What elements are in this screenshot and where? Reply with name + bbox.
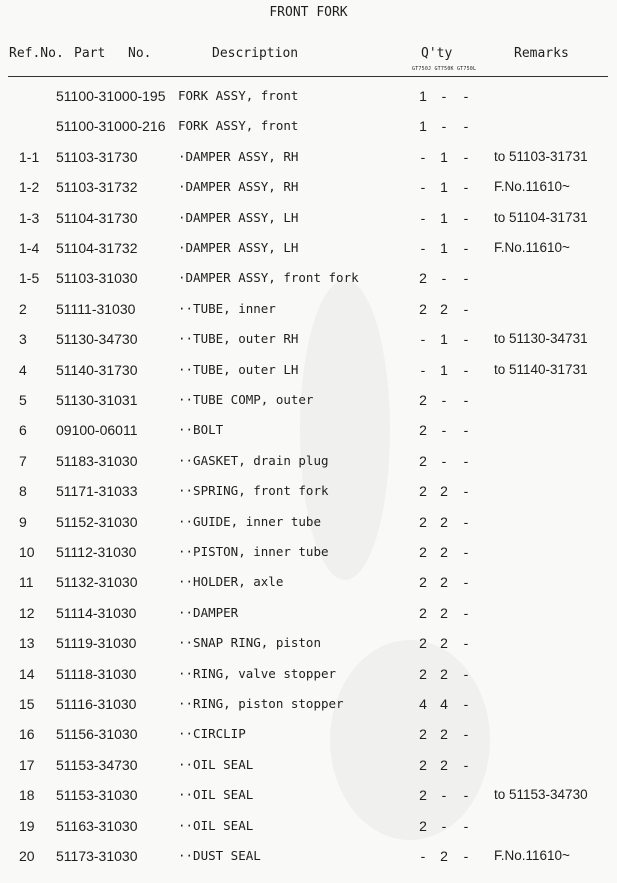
remarks-cell: to 51140-31731 [494,361,588,377]
ref-no-cell: 4 [19,361,27,378]
part-no-cell: 51152-31030 [56,513,138,530]
qty-gt750k-cell: - [441,787,447,804]
qty-gt750l-cell: - [463,483,469,500]
qty-gt750k-cell: - [441,88,447,104]
remarks-cell: to 51153-34730 [494,787,588,803]
qty-gt750k-cell: - [441,270,447,287]
table-row [0,270,617,294]
ref-no-cell: 19 [19,817,35,834]
qty-gt750l-cell: - [463,88,469,104]
table-row [0,696,617,720]
description-cell: ··RING, valve stopper [178,665,337,681]
table-row [0,88,617,112]
part-no-cell: 51130-31031 [56,392,138,408]
table-row [0,757,617,781]
description-cell: ·DAMPER ASSY, RH [178,179,299,195]
qty-gt750j-cell: - [420,209,426,226]
description-cell: ··TUBE, outer RH [178,331,299,347]
qty-gt750l-cell: - [463,696,469,712]
table-row [0,818,617,842]
table-row [0,422,617,446]
table-row [0,392,617,416]
qty-gt750j-cell: 1 [419,118,427,135]
ref-no-cell: 1-5 [19,270,40,287]
part-no-cell: 51118-31030 [56,665,137,682]
ref-no-cell: 3 [19,331,27,348]
ref-no-cell: 10 [19,544,35,560]
header-rule [8,76,608,77]
description-cell: ··OIL SEAL [178,817,254,833]
qty-gt750k-cell: 1 [440,331,448,348]
qty-gt750l-cell: - [463,118,469,135]
qty-gt750k-cell: 2 [440,604,448,621]
part-no-cell: 51111-31030 [56,300,136,317]
ref-no-cell: 8 [19,483,27,500]
qty-gt750j-cell: 2 [419,392,427,408]
qty-gt750k-cell: 1 [440,240,448,256]
qty-gt750l-cell: - [463,513,469,530]
qty-gt750j-cell: 2 [419,665,427,682]
description-cell: ··HOLDER, axle [178,574,284,590]
table-row [0,848,617,872]
qty-gt750k-cell: 1 [440,209,448,226]
qty-gt750k-cell: 2 [440,574,448,591]
qty-gt750l-cell: - [463,726,469,743]
table-row [0,210,617,234]
qty-gt750j-cell: - [420,331,426,348]
ref-no-cell: 11 [19,574,34,591]
qty-gt750j-cell: 2 [419,574,427,591]
description-cell: ··GASKET, drain plug [178,452,329,468]
ref-no-cell: 20 [19,848,35,864]
page-title: FRONT FORK [269,5,348,20]
qty-gt750k-cell: - [441,422,447,439]
qty-gt750k-cell: 2 [440,665,448,682]
ref-no-cell: 15 [19,696,35,712]
table-row [0,787,617,811]
qty-gt750j-cell: 2 [419,452,427,469]
description-cell: ··TUBE COMP, outer [178,392,314,407]
table-row [0,635,617,659]
part-no-cell: 51100-31000-195 [56,88,166,104]
ref-no-cell: 6 [19,422,27,439]
qty-gt750j-cell: - [420,148,426,165]
qty-gt750j-cell: 2 [419,422,427,439]
qty-gt750j-cell: 2 [419,270,427,287]
qty-gt750k-cell: 2 [440,635,448,652]
remarks-cell: to 51104-31731 [494,209,588,225]
qty-gt750l-cell: - [463,422,469,439]
ref-no-cell: 1-2 [19,179,40,196]
ref-no-cell: 18 [19,787,35,804]
description-cell: ··BOLT [178,422,224,438]
description-cell: ·DAMPER ASSY, front fork [178,270,359,286]
qty-gt750l-cell: - [463,574,469,591]
qty-gt750l-cell: - [463,604,469,621]
qty-gt750k-cell: 1 [440,179,448,196]
qty-gt750j-cell: 2 [419,756,427,773]
qty-gt750k-cell: - [441,817,447,834]
description-cell: FORK ASSY, front [178,118,299,134]
qty-gt750l-cell: - [463,148,469,165]
qty-gt750k-cell: 2 [440,300,448,317]
qty-gt750l-cell: - [463,452,469,469]
qty-gt750j-cell: 2 [419,483,427,500]
part-no-cell: 51163-31030 [56,817,138,834]
description-cell: ··TUBE, outer LH [178,361,299,377]
header-part: Part [74,46,106,61]
table-row [0,574,617,598]
qty-gt750k-cell: - [441,392,447,408]
qty-gt750k-cell: 2 [440,513,448,530]
model-columns-header: GT750J GT750K GT750L [412,66,477,72]
ref-no-cell: 17 [19,756,35,773]
part-no-cell: 51116-31030 [56,696,137,712]
remarks-cell: F.No.11610~ [494,848,570,863]
qty-gt750l-cell: - [463,544,469,560]
description-cell: FORK ASSY, front [178,88,299,103]
table-row [0,179,617,203]
qty-gt750l-cell: - [463,361,469,378]
qty-gt750l-cell: - [463,300,469,317]
qty-gt750k-cell: 2 [440,756,448,773]
part-no-cell: 51171-31033 [56,483,138,500]
qty-gt750j-cell: 2 [419,817,427,834]
qty-gt750k-cell: 2 [440,544,448,560]
ref-no-cell: 13 [19,635,35,652]
part-no-cell: 51130-34730 [56,331,138,348]
ref-no-cell: 1-3 [19,209,40,226]
qty-gt750l-cell: - [463,392,469,408]
qty-gt750j-cell: 2 [419,726,427,743]
description-cell: ··PISTON, inner tube [178,544,329,559]
description-cell: ··RING, piston stopper [178,696,344,711]
qty-gt750k-cell: 4 [440,696,448,712]
description-cell: ··TUBE, inner [178,300,276,316]
part-no-cell: 09100-06011 [56,422,138,439]
description-cell: ·DAMPER ASSY, RH [178,148,299,164]
qty-gt750l-cell: - [463,787,469,804]
description-cell: ··CIRCLIP [178,726,246,742]
description-cell: ··GUIDE, inner tube [178,513,321,529]
description-cell: ··OIL SEAL [178,756,254,772]
description-cell: ·DAMPER ASSY, LH [178,209,299,225]
qty-gt750l-cell: - [463,179,469,196]
description-cell: ·DAMPER ASSY, LH [178,240,299,255]
qty-gt750l-cell: - [463,665,469,682]
qty-gt750k-cell: 2 [440,726,448,743]
header-ref-no: Ref.No. [9,46,64,61]
remarks-cell: to 51103-31731 [494,148,588,164]
table-row [0,149,617,173]
qty-gt750j-cell: 4 [419,696,427,712]
description-cell: ··DAMPER [178,604,239,620]
table-row [0,240,617,264]
ref-no-cell: 16 [19,726,35,743]
qty-gt750l-cell: - [463,756,469,773]
part-no-cell: 51173-31030 [56,848,138,864]
part-no-cell: 51100-31000-216 [56,118,166,135]
qty-gt750j-cell: 1 [419,88,427,104]
qty-gt750k-cell: 2 [440,483,448,500]
part-no-cell: 51183-31030 [56,452,138,469]
part-no-cell: 51153-34730 [56,756,138,773]
part-no-cell: 51153-31030 [56,787,138,804]
qty-gt750j-cell: 2 [419,513,427,530]
remarks-cell: F.No.11610~ [494,240,570,255]
part-no-cell: 51140-31730 [56,361,138,378]
part-no-cell: 51103-31730 [56,148,138,165]
description-cell: ··SNAP RING, piston [178,635,321,651]
ref-no-cell: 2 [19,300,27,317]
ref-no-cell: 1-4 [19,240,40,256]
table-row [0,544,617,568]
remarks-cell: F.No.11610~ [494,179,570,195]
table-row [0,453,617,477]
qty-gt750l-cell: - [463,635,469,652]
header-remarks: Remarks [514,46,569,61]
part-no-cell: 51119-31030 [56,635,137,652]
remarks-cell: to 51130-34731 [494,331,588,347]
qty-gt750l-cell: - [463,209,469,226]
qty-gt750l-cell: - [463,848,469,864]
part-no-cell: 51103-31030 [56,270,138,287]
table-row [0,514,617,538]
table-row [0,362,617,386]
qty-gt750k-cell: 2 [440,848,448,864]
table-row [0,666,617,690]
qty-gt750j-cell: - [420,240,426,256]
part-no-cell: 51112-31030 [56,544,137,560]
header-description: Description [212,46,299,61]
description-cell: ··DUST SEAL [178,848,261,863]
table-row [0,301,617,325]
qty-gt750l-cell: - [463,240,469,256]
table-row [0,726,617,750]
ref-no-cell: 14 [19,665,35,682]
table-row [0,118,617,142]
qty-gt750k-cell: - [441,452,447,469]
part-no-cell: 51103-31732 [56,179,138,196]
ref-no-cell: 12 [19,604,35,621]
qty-gt750l-cell: - [463,817,469,834]
qty-gt750j-cell: 2 [419,300,427,317]
part-no-cell: 51104-31730 [56,209,138,226]
part-no-cell: 51114-31030 [56,604,137,621]
part-no-cell: 51104-31732 [56,240,138,256]
qty-gt750j-cell: 2 [419,604,427,621]
table-row [0,605,617,629]
part-no-cell: 51156-31030 [56,726,138,743]
ref-no-cell: 1-1 [19,148,40,165]
ref-no-cell: 5 [19,392,27,408]
qty-gt750l-cell: - [463,331,469,348]
qty-gt750j-cell: - [420,848,426,864]
table-row [0,483,617,507]
qty-gt750j-cell: 2 [419,544,427,560]
header-no: No. [128,46,152,61]
qty-gt750l-cell: - [463,270,469,287]
description-cell: ··SPRING, front fork [178,483,329,499]
qty-gt750k-cell: 1 [440,148,448,165]
qty-gt750k-cell: 1 [440,361,448,378]
qty-gt750j-cell: - [420,361,426,378]
table-row [0,331,617,355]
part-no-cell: 51132-31030 [56,574,138,591]
qty-gt750k-cell: - [441,118,447,135]
ref-no-cell: 9 [19,513,27,530]
description-cell: ··OIL SEAL [178,787,254,803]
ref-no-cell: 7 [19,452,27,469]
header-qty: Q'ty [421,46,453,61]
qty-gt750j-cell: - [420,179,426,196]
qty-gt750j-cell: 2 [419,787,427,804]
qty-gt750j-cell: 2 [419,635,427,652]
